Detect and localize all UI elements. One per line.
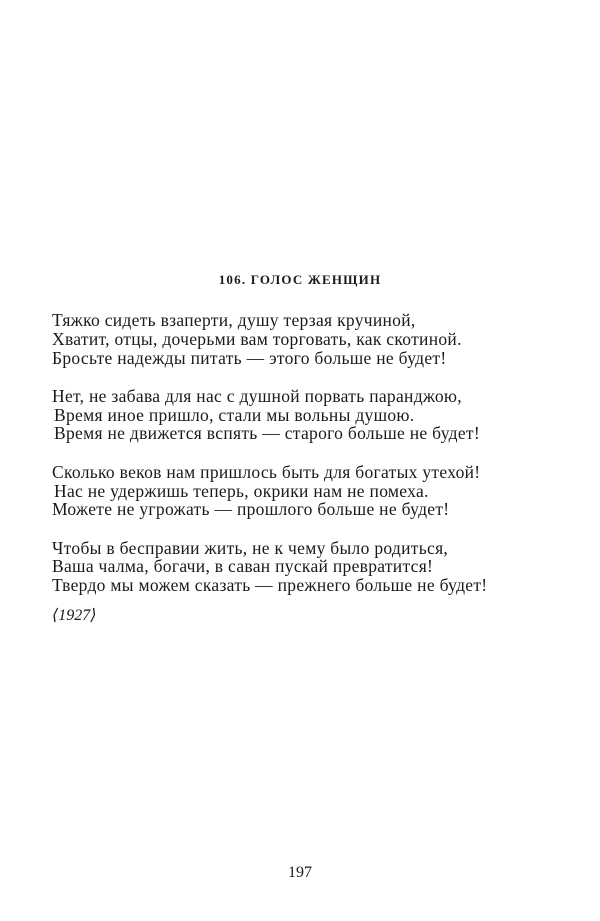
poem-body (52, 311, 562, 615)
poem-line: Нас не удержишь теперь, окрики нам не помеха. (54, 480, 429, 501)
stanza-1 (52, 311, 562, 367)
poem-line: Сколько веков нам пришлось быть для богатых утехой! (52, 461, 481, 482)
stanza-3 (52, 463, 562, 519)
poem-line: Время не движется вспять — старого больше не будет! (54, 423, 480, 444)
poem-line: Твердо мы можем сказать — прежнего больше не будет! (52, 575, 488, 596)
poem-line: Ваша чалма, богачи, в саван пускай превратится! (52, 556, 434, 577)
poem-line: Тяжко сидеть взаперти, душу терзая кручиной, (52, 310, 416, 330)
page-number: 197 (288, 864, 312, 881)
stanza-2 (52, 387, 562, 443)
poem-line: Можете не угрожать — прошлого больше не будет! (52, 499, 450, 520)
poem-line: Бросьте надежды питать — этого больше не будет! (52, 347, 447, 368)
stanza-4 (52, 539, 562, 595)
poem-title: 106. ГОЛОС ЖЕНЩИН (218, 272, 382, 287)
poem-line: Время иное пришло, стали мы вольны душою. (54, 404, 415, 425)
poem-line: Чтобы в бесправии жить, не к чему было родиться, (52, 537, 449, 558)
poem-line: Хватит, отцы, дочерьми вам торговать, как скотиной. (52, 328, 462, 349)
poem-line: Нет, не забава для нас с душной порвать паранджою, (52, 385, 462, 406)
poem-date: ⟨1927⟩ (52, 607, 97, 624)
